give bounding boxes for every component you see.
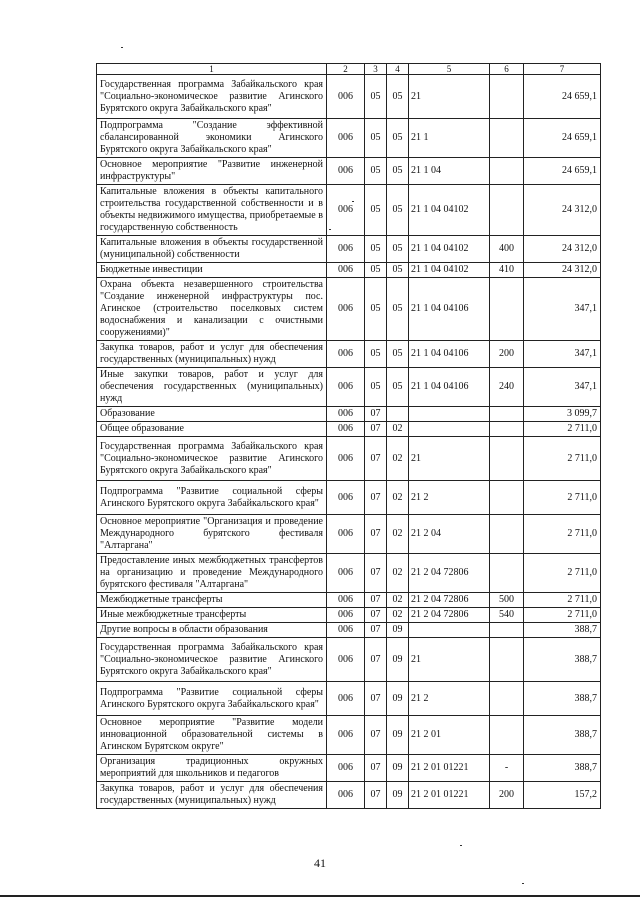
row-sum: 157,2 <box>524 782 601 809</box>
code-vr <box>490 75 524 119</box>
code-gr: 006 <box>327 782 365 809</box>
code-csr: 21 2 04 72806 <box>409 554 490 593</box>
row-sum: 2 711,0 <box>524 437 601 481</box>
table-row <box>97 263 601 278</box>
code-vr <box>490 422 524 437</box>
code-rz: 05 <box>365 263 387 278</box>
code-csr: 21 2 <box>409 481 490 515</box>
row-sum: 347,1 <box>524 278 601 341</box>
code-pr: 05 <box>387 263 409 278</box>
row-sum: 388,7 <box>524 682 601 716</box>
table-row <box>97 158 601 185</box>
code-pr: 05 <box>387 75 409 119</box>
code-csr: 21 1 04 04106 <box>409 278 490 341</box>
header-cell-7: 7 <box>524 64 601 75</box>
row-sum: 388,7 <box>524 716 601 755</box>
row-name: Основное мероприятие "Развитие инженерной инфраструктуры" <box>97 158 327 185</box>
code-gr: 006 <box>327 716 365 755</box>
code-rz: 07 <box>365 407 387 422</box>
code-csr <box>409 407 490 422</box>
code-vr: 540 <box>490 608 524 623</box>
row-name: Подпрограмма "Создание эффективной сбалансированной экономики Агинского Бурятского округа Забайкальского края" <box>97 119 327 158</box>
code-vr <box>490 437 524 481</box>
code-gr: 006 <box>327 75 365 119</box>
row-name: Охрана объекта незавершенного строительства "Создание инженерной инфраструктуры пос. Агинское (строительство поселковых систем водоснабжения и канализации с очистными сооружениями)" <box>97 278 327 341</box>
table-row <box>97 368 601 407</box>
table-row <box>97 608 601 623</box>
code-vr: 400 <box>490 236 524 263</box>
code-rz: 07 <box>365 682 387 716</box>
code-csr: 21 2 01 01221 <box>409 782 490 809</box>
table-row <box>97 593 601 608</box>
row-name: Другие вопросы в области образования <box>97 623 327 638</box>
scan-speck <box>460 845 462 846</box>
row-sum: 24 312,0 <box>524 236 601 263</box>
code-pr: 09 <box>387 755 409 782</box>
code-gr: 006 <box>327 263 365 278</box>
table-row <box>97 682 601 716</box>
code-gr: 006 <box>327 422 365 437</box>
row-sum: 388,7 <box>524 623 601 638</box>
code-rz: 07 <box>365 782 387 809</box>
row-sum: 24 312,0 <box>524 263 601 278</box>
table-row <box>97 782 601 809</box>
row-sum: 388,7 <box>524 755 601 782</box>
table-body <box>97 64 601 809</box>
code-pr: 05 <box>387 119 409 158</box>
code-pr: 05 <box>387 368 409 407</box>
row-sum: 2 711,0 <box>524 593 601 608</box>
header-cell-2: 2 <box>327 64 365 75</box>
code-csr: 21 1 <box>409 119 490 158</box>
code-vr <box>490 158 524 185</box>
row-name: Образование <box>97 407 327 422</box>
row-name: Государственная программа Забайкальского края "Социально-экономическое развитие Агинского Бурятского округа Забайкальского края" <box>97 638 327 682</box>
code-gr: 006 <box>327 623 365 638</box>
table-row <box>97 185 601 236</box>
row-sum: 2 711,0 <box>524 515 601 554</box>
code-gr: 006 <box>327 119 365 158</box>
code-csr <box>409 422 490 437</box>
row-sum: 347,1 <box>524 341 601 368</box>
table-row <box>97 515 601 554</box>
code-pr: 05 <box>387 278 409 341</box>
code-rz: 07 <box>365 755 387 782</box>
table-row <box>97 437 601 481</box>
row-name: Закупка товаров, работ и услуг для обеспечения государственных (муниципальных) нужд <box>97 782 327 809</box>
row-sum: 24 659,1 <box>524 119 601 158</box>
code-gr: 006 <box>327 368 365 407</box>
code-pr: 02 <box>387 515 409 554</box>
table-row <box>97 119 601 158</box>
code-rz: 07 <box>365 437 387 481</box>
code-rz: 07 <box>365 638 387 682</box>
row-name: Иные межбюджетные трансферты <box>97 608 327 623</box>
row-sum: 24 659,1 <box>524 158 601 185</box>
code-pr: 02 <box>387 593 409 608</box>
code-csr: 21 2 01 01221 <box>409 755 490 782</box>
code-gr: 006 <box>327 236 365 263</box>
row-sum: 347,1 <box>524 368 601 407</box>
code-csr: 21 2 04 72806 <box>409 593 490 608</box>
code-rz: 05 <box>365 278 387 341</box>
row-name: Государственная программа Забайкальского края "Социально-экономическое развитие Агинского Бурятского округа Забайкальского края" <box>97 75 327 119</box>
row-sum: 2 711,0 <box>524 608 601 623</box>
table-row <box>97 236 601 263</box>
table-row <box>97 422 601 437</box>
code-gr: 006 <box>327 278 365 341</box>
code-rz: 07 <box>365 554 387 593</box>
table-row <box>97 554 601 593</box>
scan-speck <box>121 47 123 48</box>
code-gr: 006 <box>327 608 365 623</box>
code-vr: 410 <box>490 263 524 278</box>
code-gr: 006 <box>327 407 365 422</box>
code-rz: 05 <box>365 185 387 236</box>
code-pr: 09 <box>387 638 409 682</box>
budget-table <box>96 63 601 809</box>
scan-speck <box>522 883 524 884</box>
code-vr: 240 <box>490 368 524 407</box>
header-cell-6: 6 <box>490 64 524 75</box>
code-pr: 02 <box>387 554 409 593</box>
row-name: Бюджетные инвестиции <box>97 263 327 278</box>
code-rz: 05 <box>365 119 387 158</box>
code-vr <box>490 682 524 716</box>
code-vr: - <box>490 755 524 782</box>
code-rz: 05 <box>365 236 387 263</box>
code-pr: 09 <box>387 623 409 638</box>
table-row <box>97 407 601 422</box>
row-name: Государственная программа Забайкальского края "Социально-экономическое развитие Агинского Бурятского округа Забайкальского края" <box>97 437 327 481</box>
row-sum: 2 711,0 <box>524 422 601 437</box>
code-rz: 07 <box>365 481 387 515</box>
code-pr: 05 <box>387 158 409 185</box>
code-pr: 05 <box>387 185 409 236</box>
row-name: Подпрограмма "Развитие социальной сферы Агинского Бурятского округа Забайкальского края" <box>97 682 327 716</box>
code-gr: 006 <box>327 341 365 368</box>
code-vr <box>490 407 524 422</box>
code-rz: 07 <box>365 515 387 554</box>
code-vr <box>490 185 524 236</box>
code-gr: 006 <box>327 755 365 782</box>
code-vr <box>490 716 524 755</box>
code-rz: 07 <box>365 593 387 608</box>
row-sum: 2 711,0 <box>524 554 601 593</box>
code-csr: 21 2 04 <box>409 515 490 554</box>
code-csr: 21 2 04 72806 <box>409 608 490 623</box>
code-pr: 02 <box>387 437 409 481</box>
code-csr: 21 1 04 04106 <box>409 368 490 407</box>
row-name: Общее образование <box>97 422 327 437</box>
code-csr: 21 2 <box>409 682 490 716</box>
code-rz: 07 <box>365 608 387 623</box>
code-vr <box>490 638 524 682</box>
code-csr: 21 1 04 04102 <box>409 236 490 263</box>
page-number: 41 <box>314 856 326 870</box>
code-csr: 21 1 04 04106 <box>409 341 490 368</box>
code-rz: 05 <box>365 75 387 119</box>
code-csr: 21 1 04 04102 <box>409 185 490 236</box>
code-gr: 006 <box>327 593 365 608</box>
code-vr <box>490 515 524 554</box>
code-pr: 02 <box>387 422 409 437</box>
code-csr <box>409 623 490 638</box>
row-sum: 24 659,1 <box>524 75 601 119</box>
row-name: Межбюджетные трансферты <box>97 593 327 608</box>
row-sum: 3 099,7 <box>524 407 601 422</box>
code-gr: 006 <box>327 158 365 185</box>
code-gr: 006 <box>327 638 365 682</box>
table-row <box>97 716 601 755</box>
code-gr: 006 <box>327 481 365 515</box>
code-rz: 05 <box>365 158 387 185</box>
row-sum: 24 312,0 <box>524 185 601 236</box>
code-vr <box>490 278 524 341</box>
code-pr: 09 <box>387 782 409 809</box>
row-name: Иные закупки товаров, работ и услуг для обеспечения государственных (муниципальных) нужд <box>97 368 327 407</box>
row-name: Капитальные вложения в объекты капитального строительства государственной собственности и в объекты недвижимого имущества, приобретаемые в государственную собственность <box>97 185 327 236</box>
code-rz: 07 <box>365 716 387 755</box>
table-row <box>97 481 601 515</box>
code-csr: 21 <box>409 75 490 119</box>
code-vr <box>490 623 524 638</box>
code-pr: 09 <box>387 682 409 716</box>
table-row <box>97 278 601 341</box>
table-row <box>97 623 601 638</box>
header-cell-3: 3 <box>365 64 387 75</box>
table-row <box>97 341 601 368</box>
table-row <box>97 75 601 119</box>
code-vr <box>490 554 524 593</box>
row-name: Капитальные вложения в объекты государственной (муниципальной) собственности <box>97 236 327 263</box>
table-row <box>97 638 601 682</box>
row-name: Подпрограмма "Развитие социальной сферы Агинского Бурятского округа Забайкальского края" <box>97 481 327 515</box>
code-gr: 006 <box>327 515 365 554</box>
code-pr: 05 <box>387 236 409 263</box>
row-sum: 388,7 <box>524 638 601 682</box>
code-pr: 02 <box>387 481 409 515</box>
code-vr <box>490 119 524 158</box>
code-pr <box>387 407 409 422</box>
header-row <box>97 64 601 75</box>
code-csr: 21 2 01 <box>409 716 490 755</box>
code-vr: 200 <box>490 341 524 368</box>
row-name: Закупка товаров, работ и услуг для обеспечения государственных (муниципальных) нужд <box>97 341 327 368</box>
row-name: Основное мероприятие "Развитие модели инновационной образовательной системы в Агинском Бурятском округе" <box>97 716 327 755</box>
footer-rule <box>0 895 640 897</box>
header-cell-5: 5 <box>409 64 490 75</box>
code-pr: 02 <box>387 608 409 623</box>
code-gr: 006 <box>327 682 365 716</box>
code-rz: 05 <box>365 368 387 407</box>
row-name: Предоставление иных межбюджетных трансфертов на организацию и проведение Международного бурятского фестиваля "Алтаргана" <box>97 554 327 593</box>
code-vr <box>490 481 524 515</box>
code-pr: 09 <box>387 716 409 755</box>
code-rz: 07 <box>365 623 387 638</box>
table-row <box>97 755 601 782</box>
code-csr: 21 1 04 04102 <box>409 263 490 278</box>
code-pr: 05 <box>387 341 409 368</box>
code-csr: 21 <box>409 638 490 682</box>
code-rz: 05 <box>365 341 387 368</box>
code-rz: 07 <box>365 422 387 437</box>
code-gr: 006 <box>327 554 365 593</box>
scan-speck <box>352 201 354 202</box>
header-cell-1: 1 <box>97 64 327 75</box>
scan-speck <box>329 229 331 230</box>
code-csr: 21 1 04 <box>409 158 490 185</box>
row-sum: 2 711,0 <box>524 481 601 515</box>
code-vr: 500 <box>490 593 524 608</box>
code-gr: 006 <box>327 185 365 236</box>
row-name: Основное мероприятие "Организация и проведение Международного бурятского фестиваля "Алтаргана" <box>97 515 327 554</box>
code-csr: 21 <box>409 437 490 481</box>
header-cell-4: 4 <box>387 64 409 75</box>
row-name: Организация традиционных окружных мероприятий для школьников и педагогов <box>97 755 327 782</box>
code-vr: 200 <box>490 782 524 809</box>
code-gr: 006 <box>327 437 365 481</box>
